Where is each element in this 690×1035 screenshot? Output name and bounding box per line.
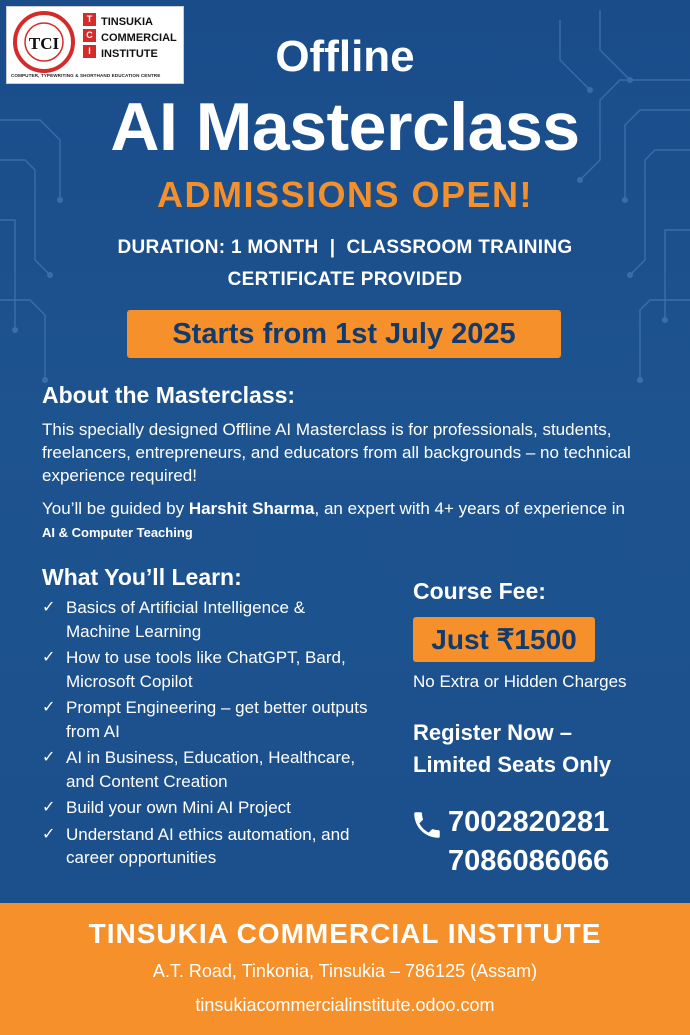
register-callout [413,717,611,781]
logo-tagline: COMPUTER, TYPEWRITING & SHORTHAND EDUCATION CENTRE [11,73,161,78]
logo-name-line-2: COMMERCIAL [101,32,177,44]
list-item [42,796,372,820]
guide-name: Harshit Sharma [188,499,315,518]
about-heading: About the Masterclass: [42,382,296,408]
logo-name-line-1: TINSUKIA [101,16,153,28]
register-line-2: Limited Seats Only [413,752,612,777]
list-item-text: Build your own Mini AI Project [66,798,291,817]
footer-institute-name: TINSUKIA COMMERCIAL INSTITUTE [88,918,602,949]
logo-name-line-3: INSTITUTE [101,48,158,60]
duration-line: DURATION: 1 MONTH | CLASSROOM TRAINING [117,237,573,258]
list-item [42,596,372,643]
certificate-line: CERTIFICATE PROVIDED [227,269,463,290]
course-fee-amount: Just ₹1500 [413,617,595,662]
guide-field: AI & Computer Teaching [42,525,193,540]
phone-icon [410,808,444,842]
learn-list [42,596,372,873]
register-line-1: Register Now – [413,720,572,745]
list-item-text: Prompt Engineering – get better outputs from AI [66,698,368,741]
phone-number-2[interactable]: 7086086066 [448,845,610,877]
logo-block-c: C [83,29,96,42]
offline-label: Offline [275,32,415,81]
start-date-banner: Starts from 1st July 2025 [127,310,561,358]
learn-heading: What You’ll Learn: [42,564,242,590]
footer-website-link[interactable]: tinsukiacommercialinstitute.odoo.com [195,995,495,1015]
list-item-text: AI in Business, Education, Healthcare, and Content Creation [66,748,356,791]
footer-address: A.T. Road, Tinkonia, Tinsukia – 786125 (Assam) [152,961,538,981]
admissions-open-heading: ADMISSIONS OPEN! [156,174,534,215]
list-item-text: Understand AI ethics automation, and career opportunities [66,824,350,867]
check-icon: ✓ [42,699,56,716]
check-icon: ✓ [42,649,56,666]
seal-initials: TCI [28,34,60,53]
logo-block-t: T [83,13,96,26]
list-item [42,823,372,870]
guide-paragraph [42,497,642,544]
check-icon: ✓ [42,799,56,816]
check-icon: ✓ [42,749,56,766]
logo-block-i: I [83,45,96,58]
check-icon: ✓ [42,599,56,616]
guide-prefix: You’ll be guided by [42,499,189,518]
about-paragraph: This specially designed Offline AI Masterclass is for professionals, students, freelancers, entrepreneurs, and educators from all backgrounds – no technical experience required! [42,420,631,485]
fee-note: No Extra or Hidden Charges [413,672,627,691]
list-item [42,646,372,693]
page-title: AI Masterclass [110,89,580,165]
list-item [42,696,372,743]
list-item-text: How to use tools like ChatGPT, Bard, Microsoft Copilot [66,648,346,691]
guide-middle: , an expert with 4+ years of experience in [314,499,625,518]
check-icon: ✓ [42,825,56,843]
phone-number-1[interactable]: 7002820281 [448,806,610,838]
list-item [42,746,372,793]
list-item-text: Basics of Artificial Intelligence & Machine Learning [66,598,306,641]
course-fee-heading: Course Fee: [413,578,546,604]
